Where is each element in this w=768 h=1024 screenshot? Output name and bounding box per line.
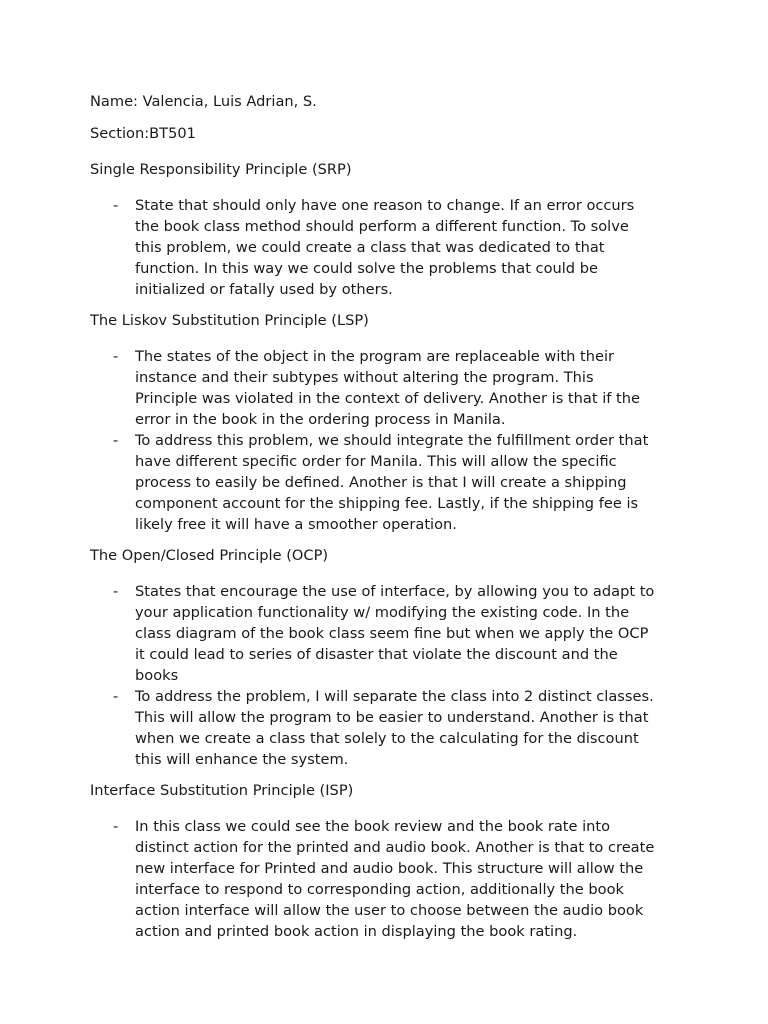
section-heading-ocp: The Open/Closed Principle (OCP) — [90, 547, 329, 564]
bullet-item — [90, 346, 690, 430]
bullet-text: In this class we could see the book review and the book rate into distinct action for the printed and audio book. Another is that to create new interface for Printed and audio book. This structure will allow the interface to respond to corresponding action, additionally the book action interface will allow the user to choose between the audio book action and printed book action in displaying the book rating. — [135, 818, 655, 940]
section-heading-isp: Interface Substitution Principle (ISP) — [90, 782, 354, 799]
bullet-marker: - — [113, 583, 119, 600]
bullet-item — [90, 686, 690, 770]
bullet-text: To address this problem, we should integrate the fulfillment order that have different specific order for Manila. This will allow the specific process to easily be defined. Another is that I will create a shipping component account for the shipping fee. Lastly, if the shipping fee is likely free it will have a smoother operation. — [135, 432, 649, 533]
document-body — [90, 91, 690, 952]
bullet-list-lsp — [90, 346, 690, 535]
bullet-item — [90, 581, 690, 686]
bullet-list-isp — [90, 816, 690, 942]
student-name: Name: Valencia, Luis Adrian, S. — [90, 93, 317, 110]
bullet-marker: - — [113, 688, 119, 705]
bullet-item — [90, 195, 690, 300]
bullet-marker: - — [113, 348, 119, 365]
bullet-list-srp — [90, 195, 690, 300]
bullet-list-ocp — [90, 581, 690, 770]
bullet-marker: - — [113, 818, 119, 835]
section-heading-srp: Single Responsibility Principle (SRP) — [90, 161, 352, 178]
section-heading-lsp: The Liskov Substitution Principle (LSP) — [90, 312, 369, 329]
bullet-text: The states of the object in the program are replaceable with their instance and their subtypes without altering the program. This Principle was violated in the context of delivery. Another is that if the error in the book in the ordering process in Manila. — [135, 348, 640, 428]
student-section: Section:BT501 — [90, 125, 196, 142]
bullet-marker: - — [113, 197, 119, 214]
bullet-text: To address the problem, I will separate the class into 2 distinct classes. This will allow the program to be easier to understand. Another is that when we create a class that solely to the calculating for the discount this will enhance the system. — [135, 688, 654, 768]
bullet-text: State that should only have one reason to change. If an error occurs the book class method should perform a different function. To solve this problem, we could create a class that was dedicated to that function. In this way we could solve the problems that could be initialized or fatally used by others. — [135, 197, 635, 298]
bullet-text: States that encourage the use of interface, by allowing you to adapt to your application functionality w/ modifying the existing code. In the class diagram of the book class seem fine but when we apply the OCP it could lead to series of disaster that violate the discount and the books — [135, 583, 655, 684]
bullet-marker: - — [113, 432, 119, 449]
bullet-item — [90, 430, 690, 535]
bullet-item — [90, 816, 690, 942]
